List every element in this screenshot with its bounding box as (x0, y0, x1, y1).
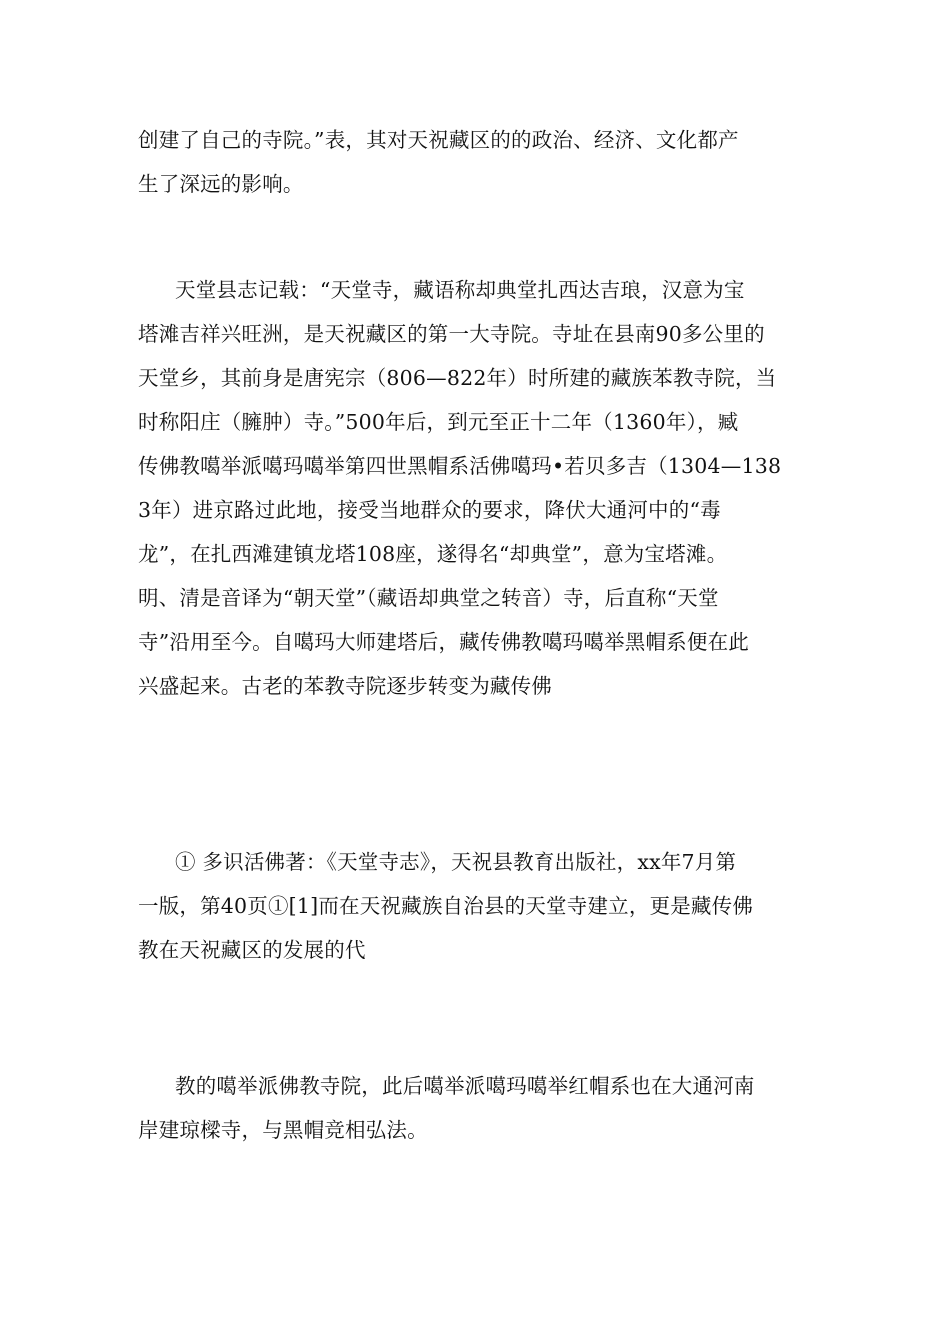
text-line: 寺”沿用至今。自噶玛大师建塔后，藏传佛教噶玛噶举黑帽系便在此 (138, 630, 749, 654)
text-line: ① 多识活佛著：《天堂寺志》，天祝县教育出版社，xx年7月第 (175, 850, 737, 874)
text-line: 天堂县志记载：“天堂寺，藏语称却典堂扎西达吉琅，汉意为宝 (175, 278, 745, 302)
text-line: 时称阳庄（臃肿）寺。”500年后，到元至正十二年（1360年），臧 (138, 410, 739, 434)
text-line: 3年）进京路过此地，接受当地群众的要求，降伏大通河中的“毒 (138, 498, 721, 522)
paragraph-2 (138, 268, 818, 708)
text-line: 传佛教噶举派噶玛噶举第四世黑帽系活佛噶玛•若贝多吉（1304—138 (138, 454, 782, 478)
text-line: 创建了自己的寺院。”表，其对天祝藏区的的政治、经济、文化都产 (138, 128, 739, 152)
text-line: 教的噶举派佛教寺院，此后噶举派噶玛噶举红帽系也在大通河南 (175, 1074, 755, 1098)
text-line: 生了深远的影响。 (138, 172, 304, 196)
text-line: 岸建琼樑寺，与黑帽竞相弘法。 (138, 1118, 428, 1142)
text-line: 龙”，在扎西滩建镇龙塔108座，遂得名“却典堂”，意为宝塔滩。 (138, 542, 728, 566)
text-line: 天堂乡，其前身是唐宪宗（806—822年）时所建的藏族苯教寺院，当 (138, 366, 777, 390)
text-line: 塔滩吉祥兴旺洲，是天祝藏区的第一大寺院。寺址在县南90多公里的 (138, 322, 765, 346)
text-line: 明、清是音译为“朝天堂”（藏语却典堂之转音）寺，后直称“天堂 (138, 586, 719, 610)
paragraph-4 (138, 1064, 818, 1152)
text-line: 教在天祝藏区的发展的代 (138, 938, 366, 962)
text-line: 一版，第40页①[1]而在天祝藏族自治县的天堂寺建立，更是藏传佛 (138, 894, 754, 918)
footnote-paragraph (138, 840, 818, 972)
paragraph-1 (138, 118, 818, 206)
text-line: 兴盛起来。古老的苯教寺院逐步转变为藏传佛 (138, 674, 552, 698)
